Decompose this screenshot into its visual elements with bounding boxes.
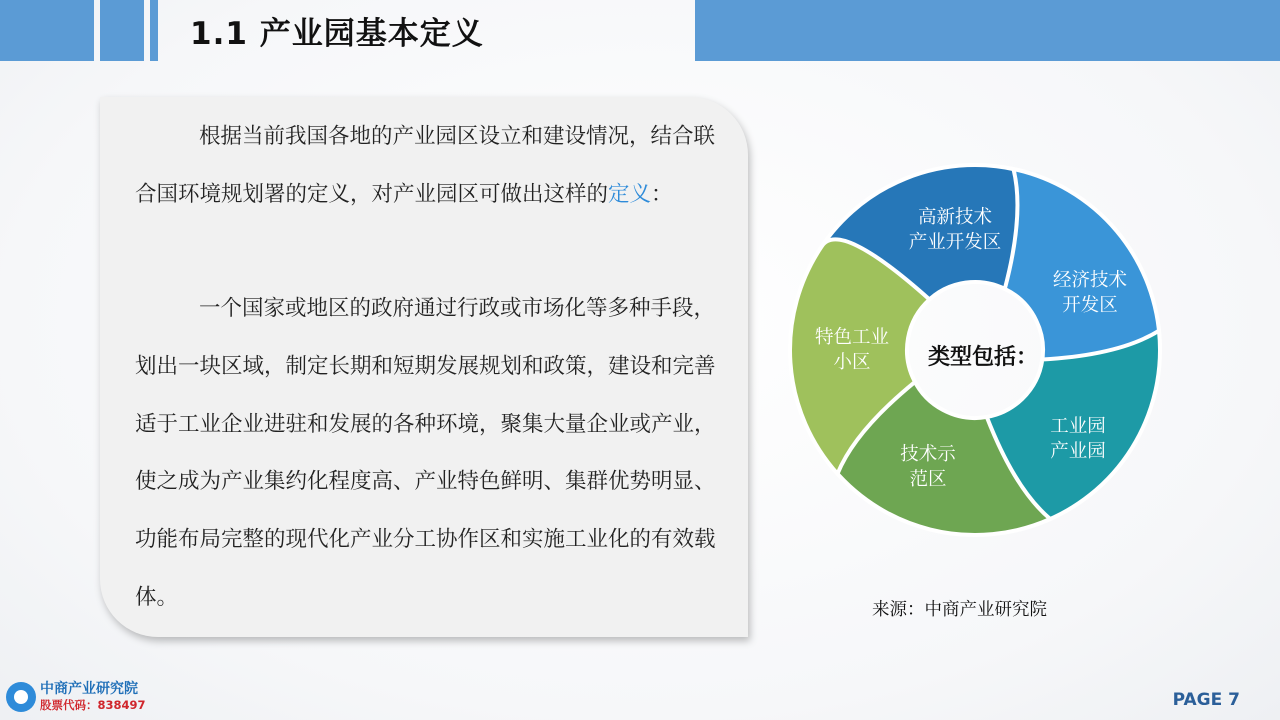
source-note: 来源：中商产业研究院: [872, 600, 1047, 620]
segment-label-line: 范区: [909, 469, 947, 490]
segment-label-featured: [792, 325, 912, 375]
header-bar: [100, 0, 144, 61]
segment-label-economic: [1030, 268, 1150, 318]
segment-label-line: 开发区: [1062, 295, 1118, 316]
definition-highlight: 定义: [608, 181, 652, 207]
segment-label-line: 经济技术: [1052, 270, 1127, 291]
header-bar: [150, 0, 158, 61]
header-bar: [695, 0, 1280, 61]
segment-label-line: 工业园: [1050, 416, 1106, 437]
intro-text: 根据当前我国各地的产业园区设立和建设情况，结合联合国环境规划署的定义，对产业园区可做出这样的: [135, 124, 716, 207]
definition-text: 一个国家或地区的政府通过行政或市场化等多种手段，划出一块区域，制定长期和短期发展规划和政策，建设和完善适于工业企业进驻和发展的各种环境，聚集大量企业或产业，使之成为产业集约化程度高、产业特色鲜明、集群优势明显、功能布局完整的现代化产业分工协作区和实施工业化的有效载体。: [135, 296, 716, 610]
intro-colon: ：: [651, 181, 673, 207]
page-number: PAGE 7: [1172, 690, 1240, 710]
logo-stock-code: 股票代码：838497: [40, 698, 146, 712]
diagram-center-label: 类型包括：: [927, 344, 1038, 370]
intro-paragraph: [135, 108, 725, 224]
segment-label-line: 产业开发区: [908, 232, 1002, 253]
company-logo: [6, 676, 156, 716]
page-title: 1.1 产业园基本定义: [190, 16, 484, 52]
segment-label-line: 高新技术: [917, 207, 992, 228]
definition-paragraph: [135, 280, 725, 627]
segment-label-high-tech: [895, 205, 1015, 255]
segment-label-line: 技术示: [900, 444, 956, 465]
header-bar: [0, 0, 94, 61]
segment-label-line: 小区: [833, 352, 871, 373]
logo-mark-icon: [6, 682, 36, 712]
segment-label-line: 产业园: [1050, 441, 1106, 462]
segment-label-line: 特色工业: [814, 327, 889, 348]
logo-name: 中商产业研究院: [40, 681, 138, 697]
segment-label-demonstration: [868, 442, 988, 492]
segment-label-industrial: [1018, 414, 1138, 464]
